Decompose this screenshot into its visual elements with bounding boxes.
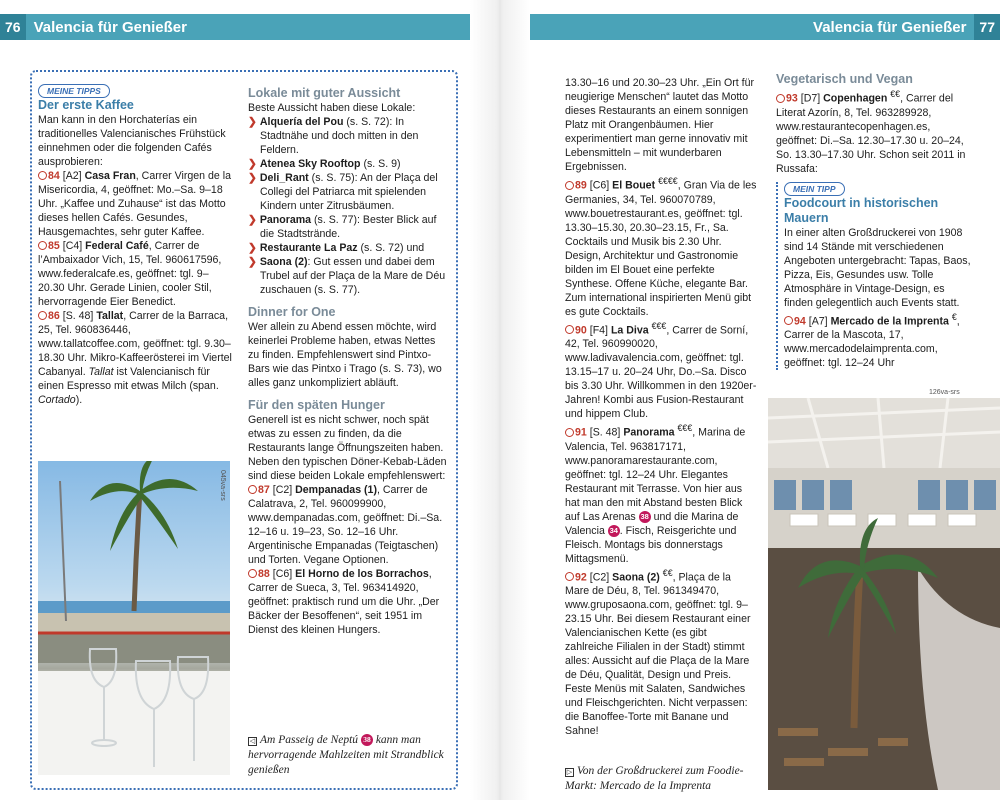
page-header-right xyxy=(530,14,1000,40)
page-header-left xyxy=(0,14,470,40)
entry-94: 94 [A7] Mercado de la Imprenta €, Carrer de la Mascota, 17, www.mercadodelaimprenta.com, geöffnet: tgl. 12–24 Uhr xyxy=(784,311,960,370)
dinner-text: Wer allein zu Abend essen möchte, wird keinerlei Probleme haben, etwas Nettes zu finden. Empfehlenswert sind Pintxo-Bars wie das Pintxo i Trago (s. S. 73), wo alles ganz unkompliziert abläuft. xyxy=(248,321,442,389)
hunger-text: Generell ist es nicht schwer, noch spät etwas zu essen zu finden, da die Restaurants lange Öffnungszeiten haben. Neben den typischen Döner-Kebab-Läden sind diese beiden Lokale empfehlenswert: xyxy=(248,414,447,482)
aussicht-intro: Beste Aussicht haben diese Lokale: xyxy=(248,102,416,114)
arrow-icon: ❯ xyxy=(248,256,257,268)
caption-arrow-icon: ▷ xyxy=(566,768,573,776)
book-gutter xyxy=(470,0,530,800)
vegan-icon xyxy=(776,94,785,103)
restaurant-icon xyxy=(248,569,257,578)
list-item: ❯ Atenea Sky Rooftop (s. S. 9) xyxy=(248,158,401,170)
photo-caption-left: ◁ Am Passeig de Neptú 38 kann man hervorragende Mahlzeiten mit Strandblick genießen xyxy=(248,734,444,776)
list-item: ❯ Saona (2): Gut essen und dabei dem Trubel auf der Plaça de la Mare de Déu zuschauen (s. S. 77). xyxy=(248,256,446,296)
list-item: ❯ Alquería del Pou (s. S. 72): In Stadtnähe und doch mitten in den Feldern. xyxy=(248,116,419,156)
column-4 xyxy=(776,72,972,370)
meine-tipps-badge: MEINE TIPPS xyxy=(38,84,234,98)
list-item: ❯ Restaurante La Paz (s. S. 72) und xyxy=(248,242,425,254)
entry-92: 92 [C2] Saona (2) €€, Plaça de la Mare de Déu, 8, Tel. 961349470, www.gruposaona.com, geöffnet: tgl. 9–23.15 Uhr. Bei diesem Restaurant einer Valencianischen Kette (es gibt zahlreiche Filialen in der Stadt) stimmt alles: Aussicht auf die Plaça de la Mare de Déu, Qualität, Design und Preis. Feste Menüs mit Salaten, Sandwiches und Fleischgerichten. Nicht verpassen: die Banoffee-Torte mit Banane und Sahne! xyxy=(565,567,751,738)
arrow-icon: ❯ xyxy=(248,158,257,170)
photo-food-market xyxy=(768,398,1000,790)
cafe-icon xyxy=(38,311,47,320)
column-1 xyxy=(38,84,234,407)
photo-credit-left: 045va-srs xyxy=(219,470,226,501)
arrow-icon: ❯ xyxy=(248,116,257,128)
entry-93: 93 [D7] Copenhagen €€, Carrer del Literat Azorín, 8, Tel. 963289928, www.restaurantecopenhagen.es, geöffnet: Di.–Sa. 12.30–17.30 u. 20–24, So. 13.30–17.30 Uhr. Schon seit 2011 in Russafa: xyxy=(776,89,966,175)
heading-vegetarisch: Vegetarisch und Vegan xyxy=(776,72,913,86)
entry-89: 89 [C6] El Bouet €€€€, Gran Via de les Germanies, 34, Tel. 960070789, www.bouetrestaurant.es, geöffnet: tgl. 13.30–15.30, 20.30–23.15, Fr., Sa. Cocktails und Musik bis 2.30 Uhr. Design, Architektur und Gastronomie bilden im El Bouet eine perfekte Synthese. Offene Küche, elegante Bar. Zum international inspirierten Menü gibt es gute Cocktails. xyxy=(565,176,757,318)
list-item: ❯ Deli_Rant (s. S. 75): An der Plaça del Collegi del Patriarca mit spielenden Kindern unter Zitrusbäumen. xyxy=(248,172,438,212)
photo-credit-right: 126va-srs xyxy=(929,389,960,396)
entry-91: 91 [S. 48] Panorama €€€, Marina de Valencia, Tel. 963817171, www.panoramarestaurante.com, geöffnet: tgl. 12–24 Uhr. Elegantes Restaurant mit Terrasse. Von hier aus hat man den mit Abstand besten Blick auf Las Arenas 38 und die Marina de Valencia 34 . Fisch, Reisgerichte und Fleisch. Montags bis donnerstags Mittagsmenü. xyxy=(565,423,746,565)
page-number-right: 77 xyxy=(974,14,1000,40)
restaurant-icon xyxy=(565,428,574,437)
arrow-icon: ❯ xyxy=(248,242,257,254)
intro-text: Man kann in den Horchaterías ein traditionelles Valencianisches Frühstück einnehmen oder die folgenden Cafés ausprobieren: xyxy=(38,114,226,168)
column-2 xyxy=(248,86,448,637)
foodcourt-text: In einer alten Großdruckerei von 1908 sind 14 Stände mit verschiedenen Angeboten untergebracht: Tapas, Baos, Pizza, Eis, Gesundes usw. Tolle Atmosphäre in Vintage-Design, es finden gelegentlich auch Events statt. xyxy=(784,226,971,309)
entry-88: 88 [C6] El Horno de los Borrachos, Carrer de Sueca, 3, Tel. 963414920, geöffnet: praktisch rund um die Uhr. „Der Bäcker der Besoffenen“, seit 1951 im Dienst des kleinen Hungers. xyxy=(248,568,440,636)
heading-erster-kaffee: Der erste Kaffee xyxy=(38,98,134,112)
heading-aussicht: Lokale mit guter Aussicht xyxy=(248,86,401,100)
restaurant-icon xyxy=(248,485,257,494)
mein-tipp-badge: MEIN TIPP xyxy=(784,182,972,196)
heading-foodcourt: Foodcourt in historischen Mauern xyxy=(784,195,939,225)
arrow-icon: ❯ xyxy=(248,214,257,226)
cafe-icon xyxy=(38,171,47,180)
heading-hunger: Für den späten Hunger xyxy=(248,398,385,412)
page-title-right: Valencia für Genießer xyxy=(813,18,967,36)
photo-beach-table xyxy=(38,461,230,775)
beach-palm-glasses-illustration xyxy=(38,461,230,775)
list-item: ❯ Panorama (s. S. 77): Bester Blick auf die Stadtstrände. xyxy=(248,214,437,240)
restaurant-icon xyxy=(565,572,574,581)
market-hall-illustration xyxy=(768,398,1000,790)
entry-84: 84 [A2] Casa Fran, Carrer Virgen de la Misericordia, 4, geöffnet: Mo.–Sa. 9–18 Uhr. „Kaffee und Zuhause“ ist das Motto dieses hellen Cafés. Gesundes, Hausgemachtes, sehr guter Kaffee. xyxy=(38,170,231,238)
page-number-left: 76 xyxy=(0,14,26,40)
restaurant-icon xyxy=(784,316,793,325)
column-3 xyxy=(565,76,757,738)
photo-caption-right: ▷ Von der Großdruckerei zum Foodie-Markt: Mercado de la Imprenta xyxy=(565,765,744,792)
restaurant-icon xyxy=(565,181,574,190)
heading-dinner: Dinner for One xyxy=(248,305,336,319)
entry-86: 86 [S. 48] Tallat, Carrer de la Barraca, 25, Tel. 960836446, www.tallatcoffee.com, geöffnet: tgl. 9.30–18.30 Uhr. Mikro-Kaffeerösterei im Viertel Cabanyal. Tallat ist Valencianisch für einen Espresso mit etwas Milch (span. Cortado). xyxy=(38,310,232,406)
arrow-icon: ❯ xyxy=(248,172,257,184)
cafe-icon xyxy=(38,241,47,250)
page-title-left: Valencia für Genießer xyxy=(33,18,187,36)
entry-87: 87 [C2] Dempanadas (1), Carrer de Calatrava, 2, Tel. 960099900, www.dempanadas.com, geöffnet: Di.–Sa. 12–16 u. 19–23, So. 12–16 Uhr. Argentinische Empanadas (Teigtaschen) und Torten. Vegane Optionen. xyxy=(248,484,443,566)
aussicht-list xyxy=(248,115,448,297)
entry-90: 90 [F4] La Diva €€€, Carrer de Sorní, 42, Tel. 960990020, www.ladivavalencia.com, geöffnet: tgl. 13.15–17 u. 20–24 Uhr, Do.–Sa. Disco bis 3.30 Uhr. Willkommen in den 1920er-Jahren! Kombi aus Fusion-Restaurant und hippem Club. xyxy=(565,320,757,421)
mein-tipp-box xyxy=(776,182,972,371)
continued-text: 13.30–16 und 20.30–23 Uhr. „Ein Ort für neugierige Menschen“ lautet das Motto dieses Restaurants an einem sonnigen Platz mit Orangenbäumen. Hier experimentiert man gerne innovativ mit Lebensmitteln – mit wunderbaren Ergebnissen. xyxy=(565,77,755,173)
restaurant-icon xyxy=(565,325,574,334)
caption-arrow-icon: ◁ xyxy=(249,737,256,745)
entry-85: 85 [C4] Federal Café, Carrer de l’Ambaixador Vich, 15, Tel. 960617596, www.federalcafe.es, geöffnet: tgl. 9–20.30 Uhr. Gerade Linien, cooler Stil, hervorragende Eier Benedict. xyxy=(38,240,222,308)
